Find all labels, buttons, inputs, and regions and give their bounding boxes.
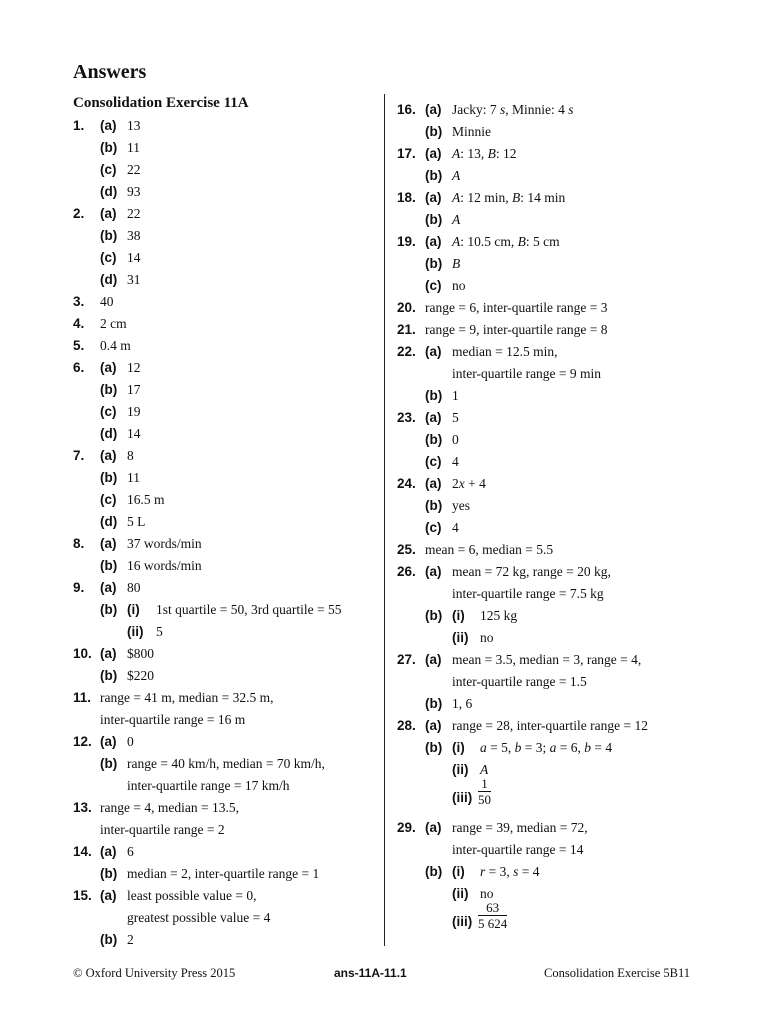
answer-text: range = 39, median = 72, xyxy=(452,820,588,835)
answer-text: 125 kg xyxy=(480,608,518,623)
question-number: 8. xyxy=(73,536,85,551)
answer-text: inter-quartile range = 1.5 xyxy=(452,674,587,689)
part-label: (a) xyxy=(100,844,117,859)
part-label: (b) xyxy=(425,608,443,623)
part-label: (b) xyxy=(425,256,443,271)
answer-text: 1, 6 xyxy=(452,696,473,711)
answer-text: inter-quartile range = 9 min xyxy=(452,366,602,381)
answer-text: 14 xyxy=(127,250,141,265)
answer-text: yes xyxy=(452,498,470,513)
part-label: (c) xyxy=(100,250,117,265)
subpart-label: (i) xyxy=(452,864,465,879)
answer-text: least possible value = 0, xyxy=(127,888,257,903)
answer-text: inter-quartile range = 17 km/h xyxy=(127,778,290,793)
part-label: (b) xyxy=(425,388,443,403)
question-number: 13. xyxy=(73,800,92,815)
question-number: 15. xyxy=(73,888,92,903)
answer-text: 80 xyxy=(127,580,141,595)
question-number: 25. xyxy=(397,542,416,557)
question-number: 12. xyxy=(73,734,92,749)
part-label: (a) xyxy=(425,146,442,161)
part-label: (b) xyxy=(100,558,118,573)
part-label: (a) xyxy=(425,344,442,359)
subpart-label: (iii) xyxy=(452,914,473,929)
answer-text: 12 xyxy=(127,360,141,375)
answer-text: 22 xyxy=(127,162,141,177)
part-label: (d) xyxy=(100,514,118,529)
part-label: (a) xyxy=(100,646,117,661)
answer-text: no xyxy=(480,886,494,901)
question-number: 9. xyxy=(73,580,85,595)
fraction xyxy=(478,776,491,807)
answer-text: 11 xyxy=(127,470,140,485)
column-divider xyxy=(384,94,385,946)
answer-text: 16 words/min xyxy=(127,558,202,573)
question-number: 21. xyxy=(397,322,416,337)
answer-text: B xyxy=(452,256,461,271)
answer-text: median = 2, inter-quartile range = 1 xyxy=(127,866,320,881)
answer-text: 14 xyxy=(127,426,141,441)
part-label: (b) xyxy=(425,864,443,879)
subpart-label: (ii) xyxy=(452,886,469,901)
question-number: 23. xyxy=(397,410,416,425)
part-label: (b) xyxy=(425,740,443,755)
part-label: (b) xyxy=(100,668,118,683)
part-label: (d) xyxy=(100,426,118,441)
part-label: (a) xyxy=(425,820,442,835)
answer-text: Minnie xyxy=(452,124,491,139)
answer-text: range = 4, median = 13.5, xyxy=(100,800,239,815)
answer-text: range = 6, inter-quartile range = 3 xyxy=(425,300,608,315)
part-label: (b) xyxy=(100,756,118,771)
question-number: 11. xyxy=(73,690,92,705)
part-label: (a) xyxy=(100,580,117,595)
answer-text: a = 5, b = 3; a = 6, b = 4 xyxy=(480,740,613,755)
part-label: (d) xyxy=(100,184,118,199)
part-label: (c) xyxy=(425,520,442,535)
subpart-label: (i) xyxy=(452,740,465,755)
question-number: 3. xyxy=(73,294,85,309)
question-number: 4. xyxy=(73,316,85,331)
question-number: 14. xyxy=(73,844,92,859)
subpart-label: (ii) xyxy=(452,630,469,645)
question-number: 17. xyxy=(397,146,416,161)
subpart-label: (ii) xyxy=(127,624,144,639)
question-number: 27. xyxy=(397,652,416,667)
question-number: 26. xyxy=(397,564,416,579)
question-number: 28. xyxy=(397,718,416,733)
answer-text: A xyxy=(452,212,461,227)
answer-text: 4 xyxy=(452,520,459,535)
answer-text: 5 L xyxy=(127,514,146,529)
part-label: (c) xyxy=(100,492,117,507)
answer-text: 1 xyxy=(452,388,459,403)
answer-text: 0 xyxy=(452,432,459,447)
part-label: (a) xyxy=(425,102,442,117)
answer-text: median = 12.5 min, xyxy=(452,344,558,359)
answer-text: A: 12 min, B: 14 min xyxy=(452,190,566,205)
answer-text: 40 xyxy=(100,294,114,309)
answer-text: 93 xyxy=(127,184,141,199)
answer-text: A: 13, B: 12 xyxy=(452,146,517,161)
answer-text: mean = 72 kg, range = 20 kg, xyxy=(452,564,611,579)
part-label: (c) xyxy=(425,278,442,293)
part-label: (a) xyxy=(100,888,117,903)
answer-text: 11 xyxy=(127,140,140,155)
part-label: (a) xyxy=(425,190,442,205)
part-label: (b) xyxy=(100,932,118,947)
subpart-label: (iii) xyxy=(452,790,473,805)
section-title: Consolidation Exercise 11A xyxy=(73,95,249,111)
answer-text: range = 9, inter-quartile range = 8 xyxy=(425,322,608,337)
part-label: (a) xyxy=(100,118,117,133)
part-label: (d) xyxy=(100,272,118,287)
part-label: (a) xyxy=(425,652,442,667)
part-label: (b) xyxy=(425,696,443,711)
answer-text: range = 40 km/h, median = 70 km/h, xyxy=(127,756,325,771)
question-number: 22. xyxy=(397,344,416,359)
question-number: 10. xyxy=(73,646,92,661)
answer-text: Jacky: 7 s, Minnie: 4 s xyxy=(452,102,574,117)
answer-text: 31 xyxy=(127,272,141,287)
part-label: (a) xyxy=(425,410,442,425)
question-number: 7. xyxy=(73,448,85,463)
answer-text: greatest possible value = 4 xyxy=(127,910,271,925)
answer-text: 16.5 m xyxy=(127,492,165,507)
answer-text: inter-quartile range = 14 xyxy=(452,842,584,857)
answer-text: 22 xyxy=(127,206,141,221)
answer-text: $800 xyxy=(127,646,154,661)
part-label: (a) xyxy=(100,360,117,375)
answer-text: 5 xyxy=(452,410,459,425)
question-number: 24. xyxy=(397,476,416,491)
part-label: (c) xyxy=(100,162,117,177)
answer-text: $220 xyxy=(127,668,154,683)
part-label: (b) xyxy=(100,382,118,397)
subpart-label: (i) xyxy=(127,602,140,617)
question-number: 2. xyxy=(73,206,85,221)
part-label: (b) xyxy=(100,602,118,617)
part-label: (b) xyxy=(100,470,118,485)
part-label: (a) xyxy=(425,234,442,249)
answer-text: inter-quartile range = 7.5 kg xyxy=(452,586,604,601)
question-number: 18. xyxy=(397,190,416,205)
answer-text: 13 xyxy=(127,118,141,133)
answer-text: 2 xyxy=(127,932,134,947)
question-number: 16. xyxy=(397,102,416,117)
answer-text: 37 words/min xyxy=(127,536,202,551)
fraction xyxy=(478,900,507,931)
part-label: (a) xyxy=(100,448,117,463)
part-label: (a) xyxy=(100,734,117,749)
answer-text: 19 xyxy=(127,404,141,419)
footer-copyright: © Oxford University Press 2015 xyxy=(73,966,236,980)
question-number: 5. xyxy=(73,338,85,353)
answer-text: mean = 6, median = 5.5 xyxy=(425,542,554,557)
answer-text: A: 10.5 cm, B: 5 cm xyxy=(452,234,560,249)
part-label: (b) xyxy=(425,432,443,447)
part-label: (b) xyxy=(425,498,443,513)
footer-page-code: ans-11A-11.1 xyxy=(334,966,407,980)
subpart-label: (i) xyxy=(452,608,465,623)
fraction-denominator: 5 624 xyxy=(478,916,508,931)
answer-text: 38 xyxy=(127,228,141,243)
part-label: (b) xyxy=(425,124,443,139)
answer-text: 4 xyxy=(452,454,459,469)
answer-text: no xyxy=(452,278,466,293)
answer-text: 1st quartile = 50, 3rd quartile = 55 xyxy=(156,602,342,617)
part-label: (a) xyxy=(425,564,442,579)
fraction-numerator: 1 xyxy=(481,776,488,791)
answer-text: 0 xyxy=(127,734,134,749)
answer-text: range = 41 m, median = 32.5 m, xyxy=(100,690,274,705)
part-label: (b) xyxy=(100,228,118,243)
answer-text: 2 cm xyxy=(100,316,127,331)
subpart-label: (ii) xyxy=(452,762,469,777)
part-label: (b) xyxy=(425,212,443,227)
answer-text: 8 xyxy=(127,448,134,463)
footer-exercise: Consolidation Exercise 5B11 xyxy=(544,966,691,980)
answer-text: 17 xyxy=(127,382,141,397)
fraction-numerator: 63 xyxy=(486,900,500,915)
part-label: (c) xyxy=(100,404,117,419)
part-label: (b) xyxy=(100,866,118,881)
part-label: (a) xyxy=(425,476,442,491)
part-label: (a) xyxy=(100,206,117,221)
question-number: 19. xyxy=(397,234,416,249)
answer-text: 6 xyxy=(127,844,134,859)
part-label: (a) xyxy=(100,536,117,551)
answer-text: 2x + 4 xyxy=(452,476,486,491)
answer-text: inter-quartile range = 16 m xyxy=(100,712,246,727)
fraction-denominator: 50 xyxy=(478,792,491,807)
page-title: Answers xyxy=(73,61,147,83)
answer-text: no xyxy=(480,630,494,645)
answer-text: inter-quartile range = 2 xyxy=(100,822,225,837)
question-number: 1. xyxy=(73,118,85,133)
part-label: (b) xyxy=(425,168,443,183)
answer-text: r = 3, s = 4 xyxy=(480,864,540,879)
answer-text: A xyxy=(480,762,489,777)
answer-text: mean = 3.5, median = 3, range = 4, xyxy=(452,652,642,667)
answer-text: 0.4 m xyxy=(100,338,131,353)
question-number: 20. xyxy=(397,300,416,315)
part-label: (a) xyxy=(425,718,442,733)
answer-text: A xyxy=(452,168,461,183)
answer-text: range = 28, inter-quartile range = 12 xyxy=(452,718,649,733)
part-label: (c) xyxy=(425,454,442,469)
answer-text: 5 xyxy=(156,624,163,639)
question-number: 29. xyxy=(397,820,416,835)
question-number: 6. xyxy=(73,360,85,375)
part-label: (b) xyxy=(100,140,118,155)
